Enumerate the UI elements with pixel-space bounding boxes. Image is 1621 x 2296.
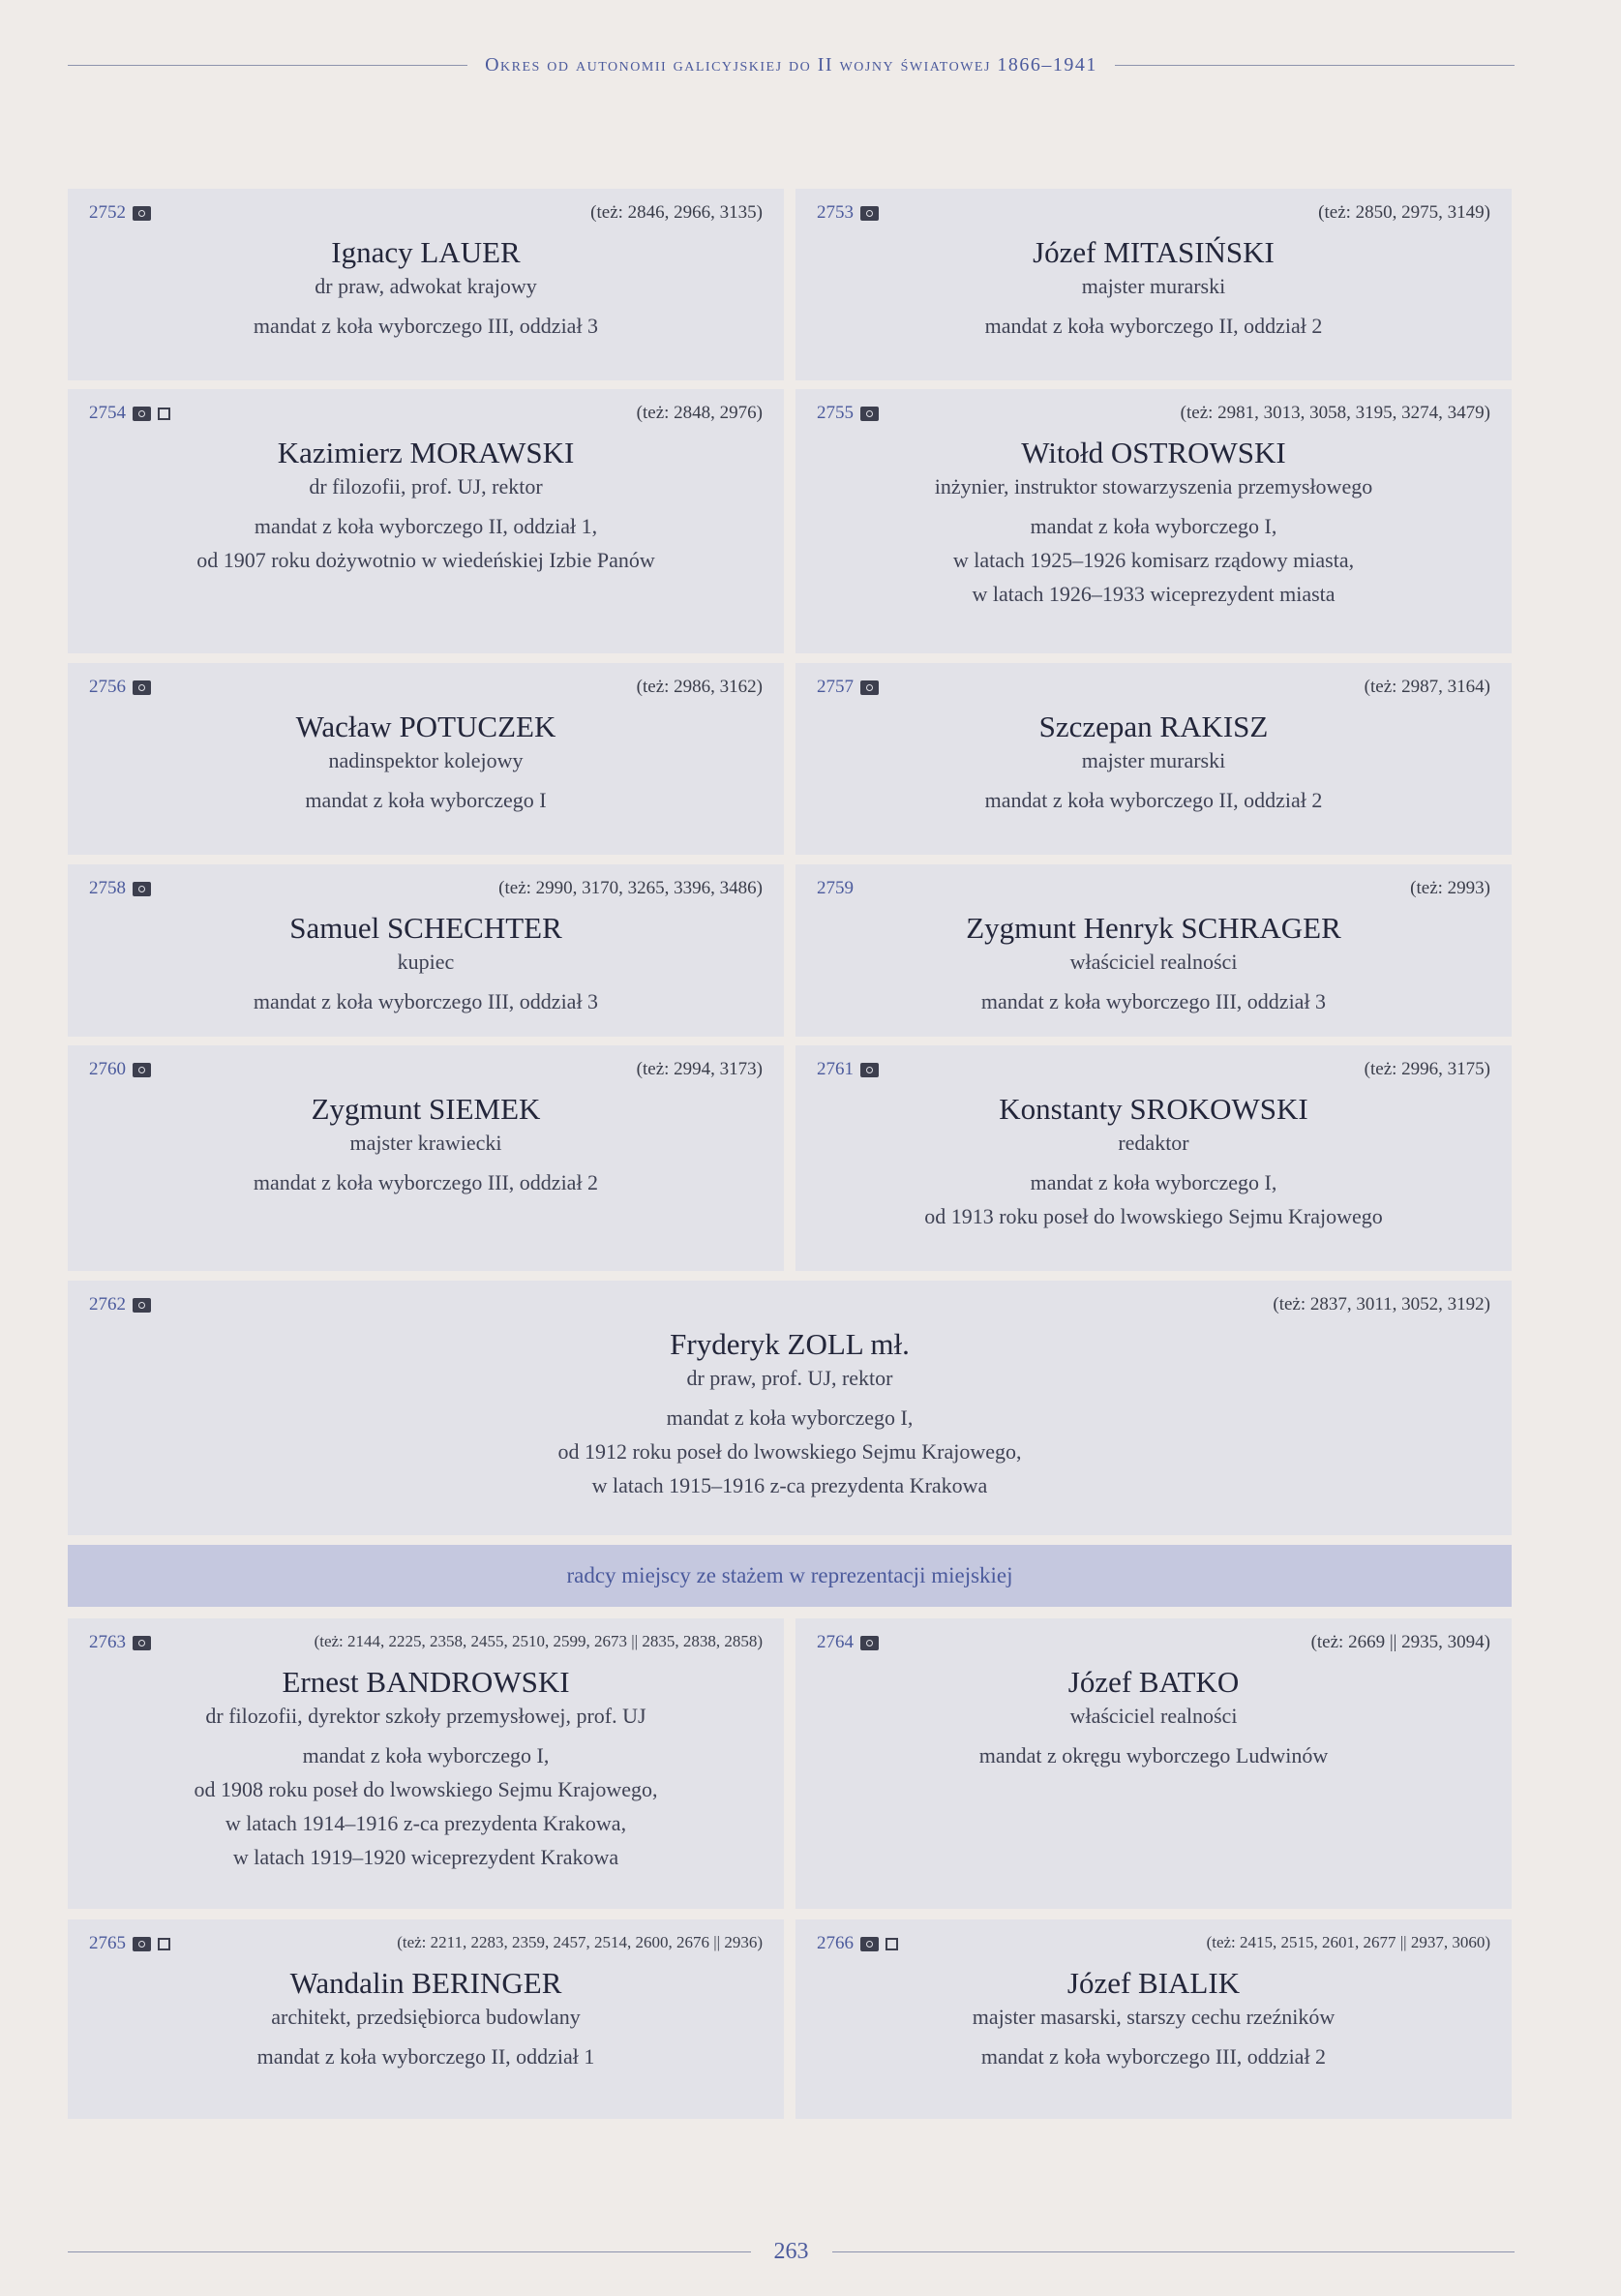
entry-crossref: (też: 2846, 2966, 3135) [590,202,763,223]
entry-card-2759 [795,864,1512,1037]
entry-crossref: (też: 2837, 3011, 3052, 3192) [1273,1294,1490,1314]
entry-number: 2756 [89,677,126,697]
entry-profession: dr filozofii, dyrektor szkoły przemysłowej, prof. UJ [205,1704,646,1728]
entry-mandate: mandat z koła wyborczego II, oddział 2 [984,788,1323,812]
header-title: Okres od autonomii galicyjskiej do II wojny światowej 1866–1941 [485,53,1097,76]
entry-crossref: (też: 2669 || 2935, 3094) [1310,1632,1490,1652]
entry-name: Józef MITASIŃSKI [1033,235,1275,269]
entry-name: Kazimierz MORAWSKI [277,436,575,469]
entry-mandate: mandat z koła wyborczego I, od 1912 roku poseł do lwowskiego Sejmu Krajowego, w latach 1915–1916 z-ca prezydenta Krakowa [557,1405,1022,1497]
camera-icon [860,1636,879,1650]
entry-mandate: mandat z okręgu wyborczego Ludwinów [978,1743,1329,1767]
section-heading: radcy miejscy ze stażem w reprezentacji miejskiej [68,1545,1512,1607]
entry-profession: dr praw, prof. UJ, rektor [686,1366,893,1390]
entry-profession: majster murarski [1081,748,1226,772]
entry-name: Ignacy LAUER [331,235,521,269]
entry-card-2753 [795,189,1512,380]
entry-name: Ernest BANDROWSKI [282,1665,570,1699]
entry-crossref: (też: 2990, 3170, 3265, 3396, 3486) [498,878,763,898]
entry-profession: redaktor [1118,1131,1189,1155]
entry-number: 2753 [817,202,854,223]
camera-icon [133,882,151,896]
entry-mandate: mandat z koła wyborczego III, oddział 2 [253,1170,599,1194]
entry-number: 2754 [89,403,126,423]
entry-mandate: mandat z koła wyborczego III, oddział 3 [980,989,1327,1013]
entry-crossref: (też: 2848, 2976) [636,403,763,423]
entry-mandate: mandat z koła wyborczego III, oddział 3 [253,989,599,1013]
entry-profession: inżynier, instruktor stowarzyszenia przemysłowego [934,474,1373,498]
entry-mandate: mandat z koła wyborczego II, oddział 1 [256,2044,595,2069]
entry-number: 2765 [89,1933,126,1953]
entry-crossref: (też: 2996, 3175) [1364,1059,1490,1079]
entry-name: Józef BATKO [1067,1665,1240,1699]
entry-crossref: (też: 2981, 3013, 3058, 3195, 3274, 3479) [1180,403,1490,423]
checkbox-icon [886,1938,898,1950]
entry-number: 2755 [817,403,854,423]
entry-name: Zygmunt SIEMEK [311,1092,541,1126]
entry-number: 2761 [817,1059,854,1079]
camera-icon [133,1063,151,1077]
entry-name: Samuel SCHECHTER [289,911,562,945]
checkbox-icon [158,408,170,420]
entry-crossref: (też: 2850, 2975, 3149) [1318,202,1490,223]
camera-icon [860,407,879,421]
entry-profession: dr filozofii, prof. UJ, rektor [309,474,543,498]
running-header [68,50,1515,79]
camera-icon [860,1937,879,1951]
camera-icon [133,1636,151,1650]
entry-name: Zygmunt Henryk SCHRAGER [966,911,1341,945]
entry-crossref: (też: 2993) [1410,878,1490,898]
entry-card-2757 [795,663,1512,855]
entry-name: Witołd OSTROWSKI [1021,436,1286,469]
footer-rule-right [832,2251,1516,2252]
entry-crossref: (też: 2994, 3173) [636,1059,763,1079]
entry-mandate: mandat z koła wyborczego I, w latach 1925–1926 komisarz rządowy miasta, w latach 1926–1933 wiceprezydent miasta [952,514,1355,606]
entry-name: Wacław POTUCZEK [295,710,556,743]
entry-card-2756 [68,663,784,855]
camera-icon [133,206,151,221]
entry-number: 2757 [817,677,854,697]
entry-card-2761 [795,1045,1512,1271]
footer-rule-left [68,2251,751,2252]
page-footer [68,2234,1515,2269]
entry-name: Wandalin BERINGER [289,1966,562,2000]
header-rule-left [68,65,467,66]
entry-card-2766 [795,1919,1512,2119]
entry-crossref: (też: 2144, 2225, 2358, 2455, 2510, 2599, 2673 || 2835, 2838, 2858) [314,1632,763,1650]
entry-mandate: mandat z koła wyborczego I, od 1913 roku poseł do lwowskiego Sejmu Krajowego [924,1170,1383,1228]
entry-number: 2760 [89,1059,126,1079]
entry-profession: nadinspektor kolejowy [328,748,524,772]
entry-number: 2758 [89,878,126,898]
entry-profession: architekt, przedsiębiorca budowlany [271,2005,581,2029]
entry-card-2752 [68,189,784,380]
entry-mandate: mandat z koła wyborczego III, oddział 3 [253,314,599,338]
entry-mandate: mandat z koła wyborczego I [305,788,547,812]
entry-mandate: mandat z koła wyborczego I, od 1908 roku poseł do lwowskiego Sejmu Krajowego, w latach 1914–1916 z-ca prezydenta Krakowa, w latach 1919–1920 wiceprezydent Krakowa [194,1743,658,1869]
header-rule-right [1115,65,1515,66]
entry-card-2755 [795,389,1512,653]
entry-profession: majster krawiecki [349,1131,502,1155]
entry-number: 2764 [817,1632,854,1652]
entry-card-2763 [68,1618,784,1909]
entry-number: 2766 [817,1933,854,1953]
page-number: 263 [773,2238,809,2264]
entry-crossref: (też: 2415, 2515, 2601, 2677 || 2937, 3060) [1206,1933,1490,1951]
entry-profession: dr praw, adwokat krajowy [315,274,537,298]
entry-crossref: (też: 2987, 3164) [1364,677,1490,697]
entry-name: Konstanty SROKOWSKI [999,1092,1308,1126]
camera-icon [860,1063,879,1077]
entry-profession: majster masarski, starszy cechu rzeźników [972,2005,1336,2029]
entry-profession: majster murarski [1081,274,1226,298]
camera-icon [860,680,879,695]
entry-card-2758 [68,864,784,1037]
camera-icon [133,1298,151,1313]
entry-mandate: mandat z koła wyborczego III, oddział 2 [980,2044,1327,2069]
checkbox-icon [158,1938,170,1950]
entry-card-2762 [68,1281,1512,1535]
entry-name: Józef BIALIK [1066,1966,1241,2000]
entry-name: Fryderyk ZOLL mł. [670,1327,910,1361]
entry-number: 2763 [89,1632,126,1652]
entry-number: 2752 [89,202,126,223]
entry-number: 2759 [817,878,854,898]
entry-profession: właściciel realności [1069,1704,1238,1728]
camera-icon [133,680,151,695]
camera-icon [133,407,151,421]
entry-card-2764 [795,1618,1512,1909]
entry-crossref: (też: 2986, 3162) [636,677,763,697]
entry-mandate: mandat z koła wyborczego II, oddział 1, od 1907 roku dożywotnio w wiedeńskiej Izbie Panów [196,514,655,572]
entry-card-2760 [68,1045,784,1271]
entry-card-2754 [68,389,784,653]
entry-name: Szczepan RAKISZ [1038,710,1269,743]
entry-card-2765 [68,1919,784,2119]
camera-icon [133,1937,151,1951]
entry-number: 2762 [89,1294,126,1314]
entry-profession: właściciel realności [1069,950,1238,974]
entry-mandate: mandat z koła wyborczego II, oddział 2 [984,314,1323,338]
entry-profession: kupiec [397,950,455,974]
camera-icon [860,206,879,221]
entry-crossref: (też: 2211, 2283, 2359, 2457, 2514, 2600, 2676 || 2936) [397,1933,763,1951]
